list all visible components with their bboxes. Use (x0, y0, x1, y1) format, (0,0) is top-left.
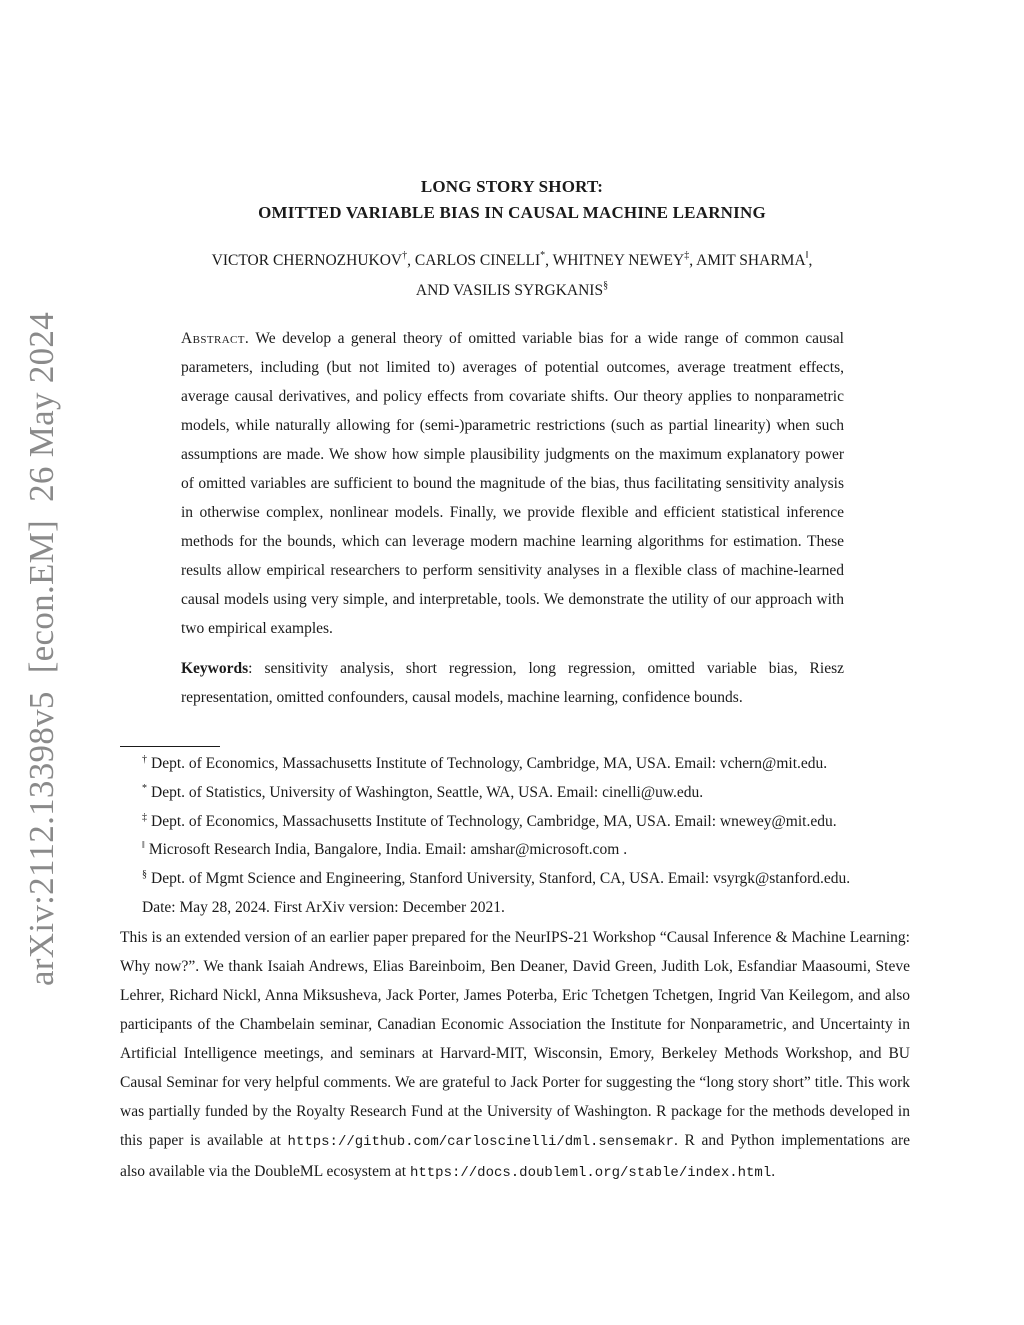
footnote-mark: ‖ (142, 840, 145, 852)
keywords-text: sensitivity analysis, short regression, long regression, omitted variable bias, Riesz representation, omitted confounders, causal models, machine learning, confidence bounds. (181, 660, 844, 706)
github-link[interactable]: https://github.com/carloscinelli/dml.sensemakr (287, 1133, 674, 1150)
arxiv-id: arXiv:2112.13398v5 (22, 691, 61, 987)
footnote-mark: ‡ (142, 811, 147, 823)
title-line-1: LONG STORY SHORT: (420, 177, 604, 196)
author-2-mark: * (540, 250, 546, 261)
footnote-text: Dept. of Economics, Massachusetts Institute of Technology, Cambridge, MA, USA. Email: wnewey@mit.edu. (151, 812, 837, 830)
footnote-item (120, 836, 910, 865)
acknowledgements-text: This is an extended version of an earlier paper prepared for the NeurIPS-21 Workshop “Causal Inference & Machine Learning: Why now?”. We thank Isaiah Andrews, Elias Bareinboim, Ben Deaner, David Green, Judith Lok, Esfandiar Maasoumi, Steve Lehrer, Richard Nickl, Anna Miksusheva, Jack Porter, James Poterba, Eric Tchetgen Tchetgen, Ingrid Van Keilegom, and also participants of the Chambelain seminar, Canadian Economic Association the Institute for Nonparametric, and Uncertainty in Artificial Intelligence meetings, and seminars at Harvard-MIT, Wisconsin, Emory, Berkeley Methods Workshop, and BU Causal Seminar for very helpful comments. We are grateful to Jack Porter for suggesting the “long story short” title. This work was partially funded by the Royalty Research Fund at the University of Washington. R package for the methods developed in this paper is available at (120, 928, 910, 1149)
footnote-item (120, 779, 910, 808)
paper-title (0, 174, 1024, 226)
acknowledgements-end: . (771, 1162, 776, 1180)
footnote-text: Dept. of Economics, Massachusetts Institute of Technology, Cambridge, MA, USA. Email: vchern@mit.edu. (151, 755, 828, 772)
acknowledgements (120, 923, 910, 1188)
footnote-text: Dept. of Statistics, University of Washington, Seattle, WA, USA. Email: cinelli@uw.edu. (151, 783, 704, 801)
abstract (181, 324, 844, 643)
author-3-mark: ‡ (684, 250, 690, 261)
footnotes (120, 750, 910, 1188)
footnote-mark: * (142, 782, 147, 794)
author-1: VICTOR CHERNOZHUKOV (211, 252, 403, 269)
doubleml-link[interactable]: https://docs.doubleml.org/stable/index.html (409, 1164, 772, 1181)
author-2: CARLOS CINELLI (414, 252, 541, 269)
footnote-item (120, 750, 910, 779)
author-list: VICTOR CHERNOZHUKOV†, CARLOS CINELLI*, WHITNEY NEWEY‡, AMIT SHARMA‖, AND VASILIS SYRGKANIS§ (211, 250, 813, 299)
footnote-text: Microsoft Research India, Bangalore, India. Email: amshar@microsoft.com . (148, 841, 628, 859)
author-1-mark: † (402, 250, 408, 261)
footnote-text: Dept. of Mgmt Science and Engineering, Stanford University, Stanford, CA, USA. Email: vsyrgk@stanford.edu. (151, 870, 851, 888)
author-5-mark: § (603, 280, 609, 291)
footnote-divider (120, 746, 220, 747)
title-line-2: OMITTED VARIABLE BIAS IN CAUSAL MACHINE LEARNING (258, 203, 766, 222)
footnote-item (120, 808, 910, 837)
arxiv-stamp (22, 294, 62, 986)
author-3: WHITNEY NEWEY (552, 252, 685, 269)
arxiv-date: 26 May 2024 (22, 311, 61, 502)
date-line: Date: May 28, 2024. First ArXiv version: December 2021. (142, 898, 505, 916)
author-4: AMIT SHARMA (696, 252, 806, 269)
abstract-text: We develop a general theory of omitted variable bias for a wide range of common causal parameters, including (but not limited to) averages of potential outcomes, average treatment effects, average causal derivatives, and policy effects from covariate shifts. Our theory applies to nonparametric models, while naturally allowing for (semi-)parametric restrictions (such as partial linearity) when such assumptions are made. We show how simple plausibility judgments on the maximum explanatory power of omitted variables are sufficient to bound the magnitude of the bias, thus facilitating sensitivity analysis in otherwise complex, nonlinear models. Finally, we provide flexible and efficient statistical inference methods for the bounds, which can leverage modern machine learning algorithms for estimation. These results allow empirical researchers to perform sensitivity analyses in a flexible class of machine-learned causal models using very simple, and interpretable, tools. We demonstrate the utility of our approach with two empirical examples. (181, 330, 844, 637)
footnote-item (120, 865, 910, 894)
keywords: Keywords: sensitivity analysis, short regression, long regression, omitted variable bias, Riesz representation, omitted confounders, causal models, machine learning, confidence bounds. (181, 660, 844, 706)
author-4-mark: ‖ (805, 250, 809, 261)
acknowledgements-mid: . R and Python implementations are also available via the DoubleML ecosystem at (120, 1131, 910, 1180)
arxiv-category: [econ.EM] (22, 519, 61, 674)
author-5: AND VASILIS SYRGKANIS (415, 282, 604, 299)
footnote-mark: § (142, 869, 147, 881)
abstract-heading: Abstract. (181, 330, 250, 347)
keywords-label: Keywords (181, 660, 249, 677)
footnote-mark: † (142, 754, 147, 765)
